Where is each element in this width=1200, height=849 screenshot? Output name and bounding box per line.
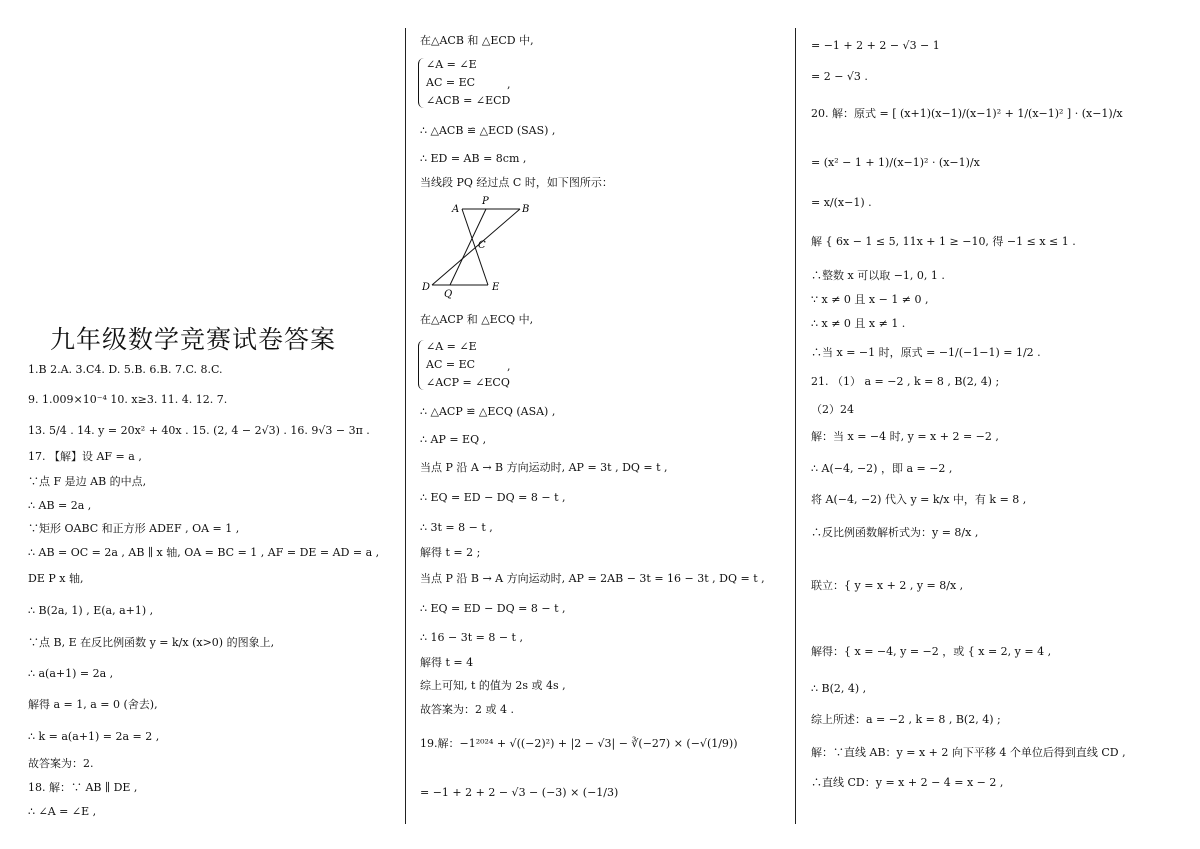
- answer-line: ∴ EQ = ED − DQ = 8 − t ,: [420, 602, 566, 615]
- geometry-figure: [420, 193, 540, 303]
- answer-line: 当线段 PQ 经过点 C 时，如下图所示：: [420, 176, 613, 189]
- answer-line: 9. 1.009×10⁻⁴ 10. x≥3. 11. 4. 12. 7.: [28, 393, 228, 406]
- answer-line: 当点 P 沿 A → B 方向运动时, AP = 3t , DQ = t ,: [420, 461, 668, 474]
- answer-line: 解 { 6x − 1 ≤ 5, 11x + 1 ≥ −10, 得 −1 ≤ x ≤ 1 .: [811, 235, 1076, 248]
- answer-line: 20. 解：原式 = [ (x+1)(x−1)/(x−1)² + 1/(x−1)² ] · (x−1)/x: [811, 107, 1123, 120]
- point-label: Q: [444, 289, 453, 300]
- system-brace: [418, 340, 425, 390]
- answer-line: ∴反比例函数解析式为：y = 8/x ,: [811, 526, 979, 539]
- answer-line: = −1 + 2 + 2 − √3 − 1: [811, 39, 940, 52]
- answer-line: ∴ △ACP ≌ △ECQ (ASA) ,: [420, 405, 556, 418]
- answer-line: 解得 t = 2 ;: [420, 546, 481, 559]
- answer-line: 将 A(−4, −2) 代入 y = k/x 中，有 k = 8 ,: [811, 493, 1027, 506]
- answer-line: ∴整数 x 可以取 −1, 0, 1 .: [811, 269, 945, 282]
- answer-line: = x/(x−1) .: [811, 196, 872, 209]
- answer-line: 综上可知, t 的值为 2s 或 4s ,: [420, 679, 566, 692]
- answer-line: ∴ AB = OC = 2a , AB ∥ x 轴, OA = BC = 1 , AF = DE = AD = a ,: [28, 546, 380, 559]
- answer-line: ∴ B(2, 4) ,: [811, 682, 867, 695]
- answer-line: ∴ 16 − 3t = 8 − t ,: [420, 631, 523, 644]
- answer-line: 故答案为：2.: [28, 757, 94, 770]
- column-divider: [795, 28, 796, 824]
- system-brace: [418, 58, 425, 108]
- answer-line: ∴直线 CD：y = x + 2 − 4 = x − 2 ,: [811, 776, 1004, 789]
- answer-line: = (x² − 1 + 1)/(x−1)² · (x−1)/x: [811, 156, 980, 169]
- answer-line: 18. 解：∵ AB ∥ DE ,: [28, 781, 138, 794]
- answer-line: ∴ ∠A = ∠E ,: [28, 805, 97, 818]
- answer-line: 19.解：−1²⁰²⁴ + √((−2)²) + |2 − √3| − ∛(−27) × (−√(1/9)): [420, 737, 738, 750]
- point-label: D: [422, 282, 431, 293]
- answer-line: 解：∵直线 AB：y = x + 2 向下平移 4 个单位后得到直线 CD ,: [811, 746, 1126, 759]
- system-row: AC = EC: [426, 76, 476, 89]
- answer-line: 联立：{ y = x + 2 , y = 8/x ,: [811, 579, 964, 592]
- answer-line: ∴ ED = AB = 8cm ,: [420, 152, 527, 165]
- answer-line: 在△ACP 和 △ECQ 中,: [420, 313, 534, 326]
- system-row: ∠A = ∠E: [426, 340, 477, 353]
- point-label: B: [522, 204, 530, 215]
- answer-line: = −1 + 2 + 2 − √3 − (−3) × (−1/3): [420, 786, 619, 799]
- point-label: A: [452, 204, 460, 215]
- answer-line: ∴ a(a+1) = 2a ,: [28, 667, 114, 680]
- answer-line: 综上所述：a = −2 , k = 8 , B(2, 4) ;: [811, 713, 1001, 726]
- system-row: ∠ACP = ∠ECQ: [426, 376, 510, 389]
- answer-line: 解得 t = 4: [420, 656, 474, 669]
- answer-line: ∴ A(−4, −2) ，即 a = −2 ,: [811, 462, 953, 475]
- answer-line: ∴ x ≠ 0 且 x ≠ 1 .: [811, 317, 906, 330]
- answer-line: 解：当 x = −4 时, y = x + 2 = −2 ,: [811, 430, 999, 443]
- column-middle: [412, 0, 792, 849]
- answer-line: 解得：{ x = −4, y = −2 ，或 { x = 2, y = 4 ,: [811, 645, 1052, 658]
- answer-line: ∵矩形 OABC 和正方形 ADEF , OA = 1 ,: [28, 522, 240, 535]
- column-left: [20, 0, 400, 849]
- answer-line: 当点 P 沿 B → A 方向运动时, AP = 2AB − 3t = 16 − 3t , DQ = t ,: [420, 572, 765, 585]
- system-comma: ,: [507, 360, 511, 373]
- answer-line: ∴当 x = −1 时，原式 = −1/(−1−1) = 1/2 .: [811, 346, 1041, 359]
- answer-line: ∵ x ≠ 0 且 x − 1 ≠ 0 ,: [811, 293, 929, 306]
- column-right: [803, 0, 1183, 849]
- answer-line: DE P x 轴,: [28, 572, 84, 585]
- answer-line: 13. 5/4 . 14. y = 20x² + 40x . 15. (2, 4 − 2√3) . 16. 9√3 − 3π .: [28, 424, 370, 437]
- answer-line: ∴ AB = 2a ,: [28, 499, 92, 512]
- answer-line: 17. 【解】设 AF = a ,: [28, 450, 142, 463]
- column-divider: [405, 28, 406, 824]
- answer-line: ∵点 F 是边 AB 的中点,: [28, 475, 147, 488]
- answer-line: ∴ B(2a, 1) , E(a, a+1) ,: [28, 604, 154, 617]
- answer-line: ∵点 B, E 在反比例函数 y = k/x (x>0) 的图象上,: [28, 636, 275, 649]
- system-row: AC = EC: [426, 358, 476, 371]
- answer-line: ∴ △ACB ≌ △ECD (SAS) ,: [420, 124, 556, 137]
- answer-line: ∴ EQ = ED − DQ = 8 − t ,: [420, 491, 566, 504]
- page-title: 九年级数学竞赛试卷答案: [50, 325, 337, 354]
- system-comma: ,: [507, 78, 511, 91]
- answer-line: 21. （1） a = −2 , k = 8 , B(2, 4) ;: [811, 375, 1000, 388]
- answer-line: 解得 a = 1, a = 0 (舍去),: [28, 698, 158, 711]
- point-label: E: [492, 282, 500, 293]
- point-label: P: [482, 196, 489, 207]
- system-row: ∠ACB = ∠ECD: [426, 94, 511, 107]
- system-row: ∠A = ∠E: [426, 58, 477, 71]
- answer-line: 在△ACB 和 △ECD 中,: [420, 34, 534, 47]
- answer-line: ∴ AP = EQ ,: [420, 433, 487, 446]
- answer-line: 1.B 2.A. 3.C4. D. 5.B. 6.B. 7.C. 8.C.: [28, 363, 223, 376]
- answer-line: ∴ 3t = 8 − t ,: [420, 521, 493, 534]
- answer-line: （2）24: [811, 403, 854, 416]
- point-label: C: [478, 240, 486, 251]
- answer-line: = 2 − √3 .: [811, 70, 868, 83]
- answer-line: 故答案为：2 或 4 .: [420, 703, 514, 716]
- answer-line: ∴ k = a(a+1) = 2a = 2 ,: [28, 730, 160, 743]
